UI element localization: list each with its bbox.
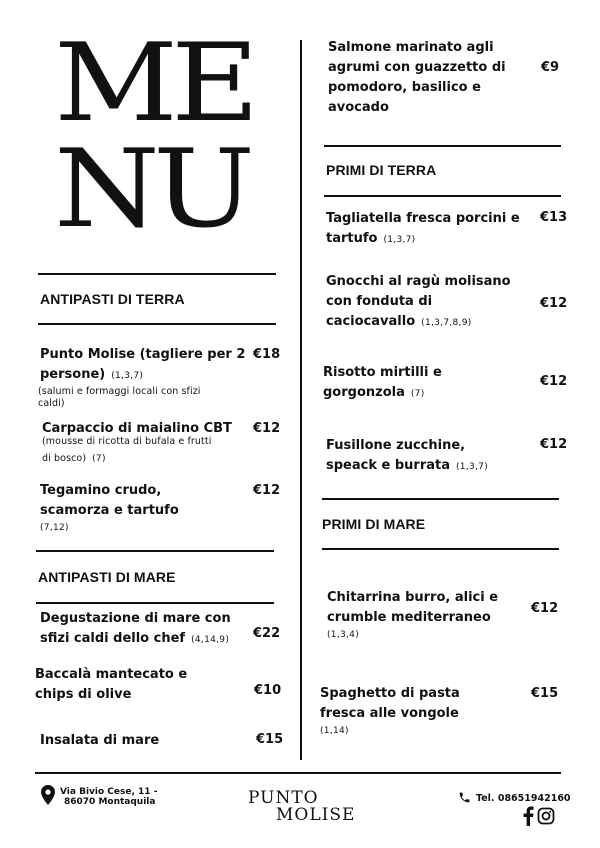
item-name: speack e burrata: [326, 458, 450, 473]
item-name: Tegamino crudo,: [40, 483, 162, 498]
item-price: €9: [541, 60, 560, 75]
item-name: caciocavallo: [326, 314, 416, 329]
item-name: scamorza e tartufo: [40, 503, 179, 518]
item-name: Tagliatella fresca porcini e: [326, 211, 520, 226]
column-divider: [300, 40, 302, 760]
instagram-icon[interactable]: [537, 807, 555, 825]
item-name: Fusillone zucchine,: [326, 438, 466, 453]
item-description: di bosco): [42, 453, 87, 464]
item-allergens: (1,3,7): [383, 235, 416, 245]
item-description: (salumi e formaggi locali con sfizi: [38, 386, 201, 397]
menu-item-carpaccio: [42, 419, 252, 469]
divider: [38, 323, 276, 325]
menu-item-fusillone: [326, 436, 536, 477]
item-price: €13: [540, 210, 568, 225]
menu-item-insalata: [40, 731, 250, 751]
menu-item-degustazione: [40, 609, 255, 650]
item-price: €12: [540, 296, 568, 311]
address-line2: 86070 Montaquila: [64, 797, 156, 807]
menu-item-salmone: [328, 38, 528, 118]
divider: [36, 602, 274, 604]
item-allergens: (7): [92, 454, 106, 464]
item-name: Punto Molise (tagliere per 2: [40, 347, 246, 362]
menu-title-line1: ME: [54, 21, 253, 146]
item-name: agrumi con guazzetto di: [328, 60, 506, 75]
item-name: Spaghetto di pasta: [320, 686, 460, 701]
item-allergens: (1,3,7): [111, 371, 144, 381]
item-name: Baccalà mantecato e: [35, 667, 188, 682]
menu-item-chitarrina: [327, 588, 527, 642]
item-name: avocado: [328, 100, 389, 115]
item-name: Degustazione di mare con: [40, 611, 231, 626]
item-name: sfizi caldi dello chef: [40, 631, 186, 646]
item-name: Carpaccio di maialino CBT: [42, 421, 232, 436]
menu-item-gnocchi: [326, 272, 536, 333]
item-name: gorgonzola: [323, 385, 405, 400]
item-name: pomodoro, basilico e: [328, 80, 481, 95]
phone-number[interactable]: Tel. 08651942160: [476, 793, 571, 804]
menu-item-tagliatella: [326, 209, 536, 250]
item-price: €12: [540, 437, 568, 452]
menu-item-risotto: [323, 363, 533, 404]
footer-divider: [35, 772, 561, 774]
divider: [322, 498, 559, 500]
item-description: caldi): [38, 398, 65, 409]
item-name: Insalata di mare: [40, 733, 160, 748]
address: [60, 787, 157, 807]
item-name: persone): [40, 367, 106, 382]
menu-item-baccala: [35, 665, 245, 705]
item-price: €12: [253, 421, 281, 436]
item-price: €22: [253, 626, 281, 641]
logo-line1: PUNTO: [248, 788, 319, 808]
item-allergens: (1,14): [320, 726, 349, 736]
item-name: chips di olive: [35, 687, 132, 702]
item-name: Chitarrina burro, alici e: [327, 590, 499, 605]
item-name: Salmone marinato agli: [328, 40, 494, 55]
item-name: Gnocchi al ragù molisano: [326, 274, 511, 289]
item-name: fresca alle vongole: [320, 706, 459, 721]
menu-item-tegamino: [40, 481, 250, 535]
item-price: €18: [253, 347, 281, 362]
menu-item-punto-molise: [40, 345, 250, 410]
item-price: €15: [531, 686, 559, 701]
item-description: (mousse di ricotta di bufala e frutti: [42, 436, 212, 447]
item-allergens: (1,3,7,8,9): [421, 318, 472, 328]
item-price: €10: [254, 683, 282, 698]
item-name: Risotto mirtilli e: [323, 365, 442, 380]
section-heading-primi-mare: PRIMI DI MARE: [322, 516, 426, 532]
facebook-icon[interactable]: [522, 806, 534, 826]
divider: [324, 145, 561, 147]
divider: [324, 195, 561, 197]
item-price: €12: [540, 374, 568, 389]
item-name: tartufo: [326, 231, 378, 246]
menu-item-spaghetto: [320, 684, 520, 738]
item-name: crumble mediterraneo: [327, 610, 491, 625]
item-allergens: (7): [410, 389, 425, 399]
address-line1: Via Bivio Cese, 11 -: [60, 787, 158, 797]
section-heading-antipasti-mare: ANTIPASTI DI MARE: [38, 569, 176, 585]
phone-icon: [458, 791, 471, 804]
divider: [36, 550, 274, 552]
item-price: €15: [256, 732, 284, 747]
divider: [322, 548, 559, 550]
item-allergens: (1,3,4): [327, 630, 360, 640]
section-heading-primi-terra: PRIMI DI TERRA: [326, 162, 437, 178]
menu-title-line2: NU: [54, 127, 249, 252]
item-allergens: (4,14,9): [191, 635, 230, 645]
location-pin-icon: [40, 784, 56, 806]
item-allergens: (1,3,7): [456, 462, 489, 472]
section-heading-antipasti-terra: ANTIPASTI DI TERRA: [40, 291, 185, 307]
item-price: €12: [531, 601, 559, 616]
item-price: €12: [253, 483, 281, 498]
item-name: con fonduta di: [326, 294, 433, 309]
divider: [38, 273, 276, 275]
item-allergens: (7,12): [40, 523, 69, 533]
logo-line2: MOLISE: [276, 805, 356, 825]
punto-molise-logo: [244, 788, 360, 828]
